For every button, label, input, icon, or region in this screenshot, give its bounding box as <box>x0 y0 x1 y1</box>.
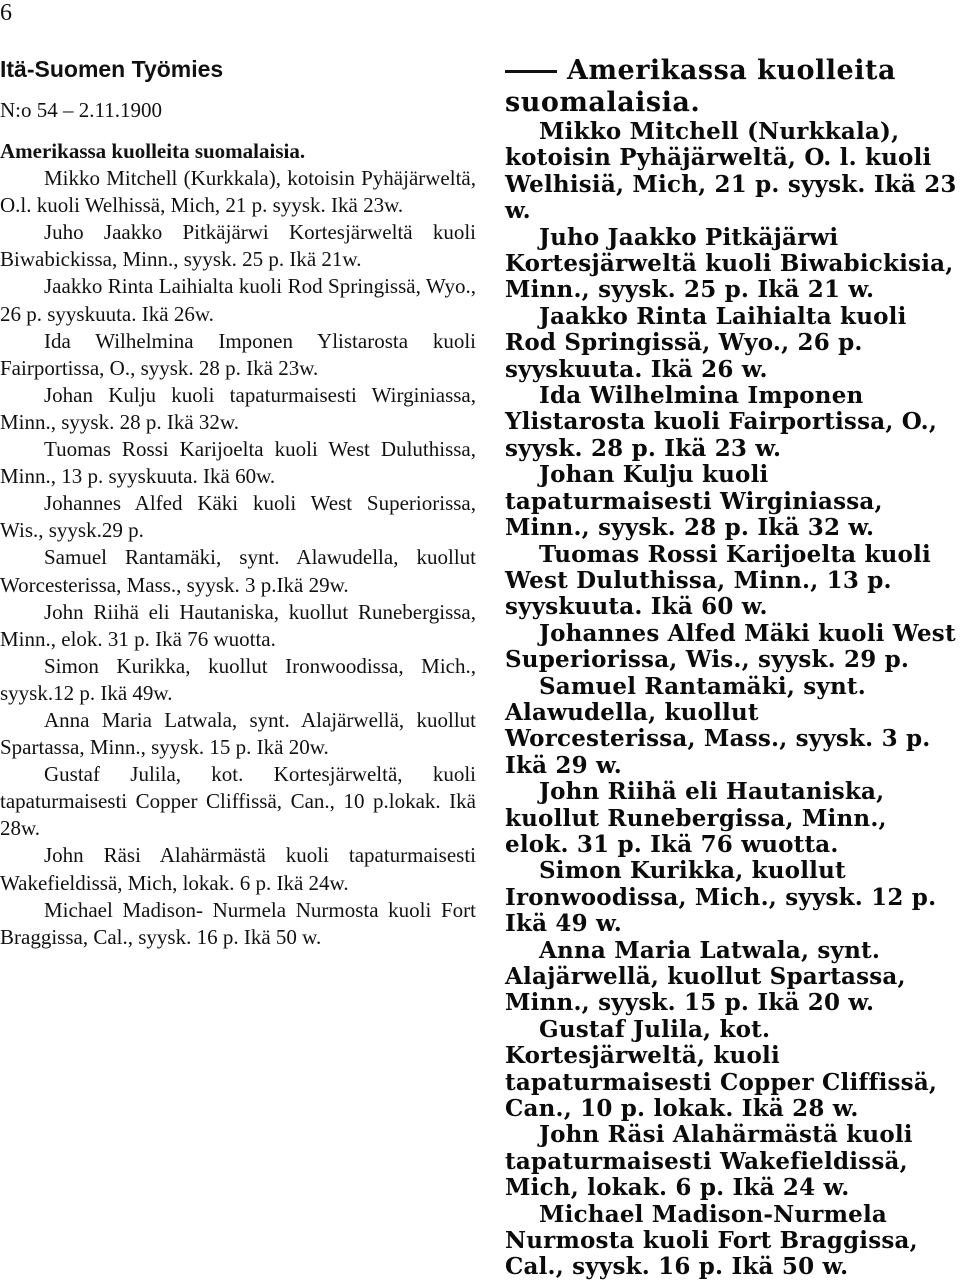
scan-entry: Jaakko Rinta Laihialta kuoli Rod Springissä, Wyo., 26 p. syyskuuta. Ikä 26 w. <box>505 302 907 383</box>
obituary-entry: Mikko Mitchell (Kurkkala), kotoisin Pyhäjärweltä, O.l. kuoli Welhissä, Mich, 21 p. syysk. Ikä 23w. <box>0 166 476 218</box>
scan-entry: Tuomas Rossi Karijoelta kuoli West Duluthissa, Minn., 13 p. syyskuuta. Ikä 60 w. <box>505 540 931 621</box>
scan-entry: Samuel Rantamäki, synt. Alawudella, kuollut Worcesterissa, Mass., syysk. 3 p. Ikä 29 w. <box>505 672 931 779</box>
scan-entry: Anna Maria Latwala, synt. Alajärwellä, kuollut Spartassa, Minn., syysk. 15 p. Ikä 20 w. <box>505 936 906 1017</box>
scan-entry: John Räsi Alahärmästä kuoli tapaturmaisesti Wakefieldissä, Mich, lokak. 6 p. Ikä 24 w. <box>505 1121 913 1202</box>
obituary-entry: Anna Maria Latwala, synt. Alajärwellä, kuollut Spartassa, Minn., syysk. 15 p. Ikä 20w. <box>0 707 476 760</box>
obituary-entry: Simon Kurikka, kuollut Ironwoodissa, Mich., syysk.12 p. Ikä 49w. <box>0 653 476 705</box>
obituary-entry: Ida Wilhelmina Imponen Ylistarosta kuoli Fairportissa, O., syysk. 28 p. Ikä 23w. <box>0 328 476 380</box>
obituary-entry: Johannes Alfed Käki kuoli West Superiorissa, Wis., syysk.29 p. <box>0 491 476 543</box>
scan-entry: John Riihä eli Hautaniska, kuollut Runebergissa, Minn., elok. 31 p. Ikä 76 wuotta. <box>505 778 887 858</box>
obituary-entry: John Riihä eli Hautaniska, kuollut Runebergissa, Minn., elok. 31 p. Ikä 76 wuotta. <box>0 599 476 651</box>
obituary-entry: John Räsi Alahärmästä kuoli tapaturmaisesti Wakefieldissä, Mich, lokak. 6 p. Ikä 24w. <box>0 843 476 895</box>
scanned-newspaper-clipping <box>505 55 957 1281</box>
scan-entry: Gustaf Julila, kot. Kortesjärweltä, kuoli tapaturmaisesti Copper Cliffissä, Can., 10 p. lokak. Ikä 28 w. <box>505 1015 938 1123</box>
obituary-entry: Gustaf Julila, kot. Kortesjärweltä, kuoli tapaturmaisesti Copper Cliffissä, Can., 10 p.lokak. Ikä 28w. <box>0 762 476 841</box>
obituary-entry: Juho Jaakko Pitkäjärwi Kortesjärweltä kuoli Biwabickissa, Minn., syysk. 25 p. Ikä 21w. <box>0 220 476 272</box>
headline-dash <box>505 70 557 73</box>
issue-info: N:o 54 – 2.11.1900 <box>0 98 162 122</box>
scan-entry: Juho Jaakko Pitkäjärwi Kortesjärweltä kuoli Biwabickisia, Minn., syysk. 25 p. Ikä 21 w. <box>505 223 954 304</box>
scan-entry: Michael Madison-Nurmela Nurmosta kuoli Fort Braggissa, Cal., syysk. 16 p. Ikä 50 w. <box>505 1200 918 1281</box>
transcription-column <box>0 138 476 951</box>
scan-headline: Amerikassa kuolleita suomalaisia. <box>505 55 896 118</box>
page-number: 6 <box>0 0 12 26</box>
scan-entry: Simon Kurikka, kuollut Ironwoodissa, Mich., syysk. 12 p. Ikä 49 w. <box>505 857 937 938</box>
obituary-entry: Jaakko Rinta Laihialta kuoli Rod Springissä, Wyo., 26 p. syyskuuta. Ikä 26w. <box>0 274 476 326</box>
newspaper-title: Itä-Suomen Työmies <box>0 56 224 82</box>
scan-entry: Ida Wilhelmina Imponen Ylistarosta kuoli Fairportissa, O., syysk. 28 p. Ikä 23 w. <box>505 382 938 462</box>
obituary-entry: Samuel Rantamäki, synt. Alawudella, kuollut Worcesterissa, Mass., syysk. 3 p.Ikä 29w. <box>0 545 476 597</box>
obituary-entry: Johan Kulju kuoli tapaturmaisesti Wirginiassa, Minn., syysk. 28 p. Ikä 32w. <box>0 382 476 434</box>
article-headline: Amerikassa kuolleita suomalaisia. <box>0 139 306 163</box>
scan-entry: Johannes Alfed Mäki kuoli West Superiorissa, Wis., syysk. 29 p. <box>505 619 956 674</box>
scan-entry: Mikko Mitchell (Nurkkala), kotoisin Pyhäjärweltä, O. l. kuoli Welhisiä, Mich, 21 p. syysk. Ikä 23 w. <box>505 118 957 225</box>
obituary-entry: Michael Madison- Nurmela Nurmosta kuoli Fort Braggissa, Cal., syysk. 16 p. Ikä 50 w. <box>0 897 476 949</box>
obituary-entry: Tuomas Rossi Karijoelta kuoli West Duluthissa, Minn., 13 p. syyskuuta. Ikä 60w. <box>0 437 476 489</box>
scan-entry: Johan Kulju kuoli tapaturmaisesti Wirginiassa, Minn., syysk. 28 p. Ikä 32 w. <box>505 461 883 542</box>
